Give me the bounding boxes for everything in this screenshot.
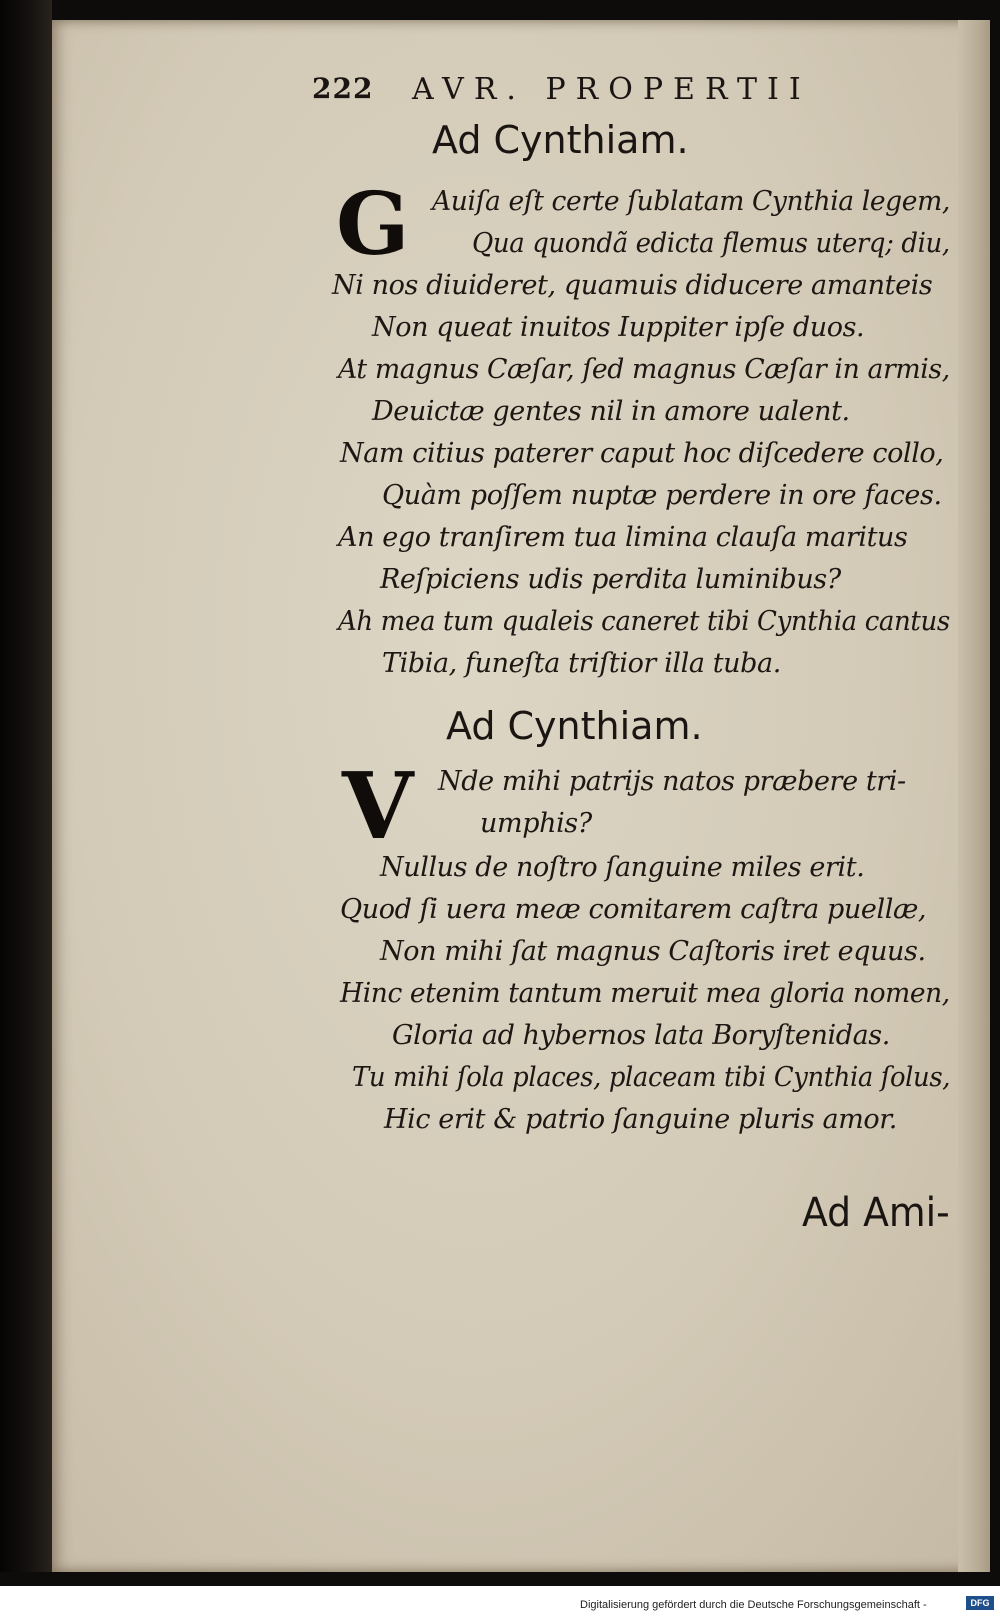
poem-1-line: Reſpiciens udis perdita luminibus? (380, 564, 841, 595)
poem-1-line: Qua quondã edicta flemus uterq; diu, (472, 228, 950, 259)
poem-2-drop-cap: V (342, 752, 414, 860)
poem-1-line: Nam citius paterer caput hoc diſcedere collo, (340, 438, 944, 469)
poem-2-line: Hic erit & patrio ſanguine pluris amor. (384, 1104, 897, 1135)
poem-2-line: umphis? (480, 808, 592, 839)
poem-2-line: Nullus de noſtro ſanguine miles erit. (380, 852, 865, 883)
poem-1-line: Quàm poſſem nuptæ perdere in ore faces. (382, 480, 942, 511)
poem-2-line: Quod ſi uera meæ comitarem caſtra puellæ, (340, 894, 927, 925)
poem-1-line: At magnus Cæſar, ſed magnus Cæſar in armis, (338, 354, 950, 385)
scan-border-bottom (0, 1572, 1000, 1586)
digitization-credit: Digitalisierung gefördert durch die Deutsche Forschungsgemeinschaft - (580, 1599, 927, 1611)
scan-border-top (0, 0, 1000, 20)
poem-1-line: Auiſa eſt certe ſublatam Cynthia legem, (432, 186, 950, 217)
poem-1-line: Ni nos diuideret, quamuis diducere amanteis (332, 270, 933, 301)
poem-2-line: Tu mihi ſola places, placeam tibi Cynthia ſolus, (352, 1062, 951, 1093)
page-fore-edge (958, 20, 990, 1572)
poem-1-line: Non queat inuitos Iuppiter ipſe duos. (372, 312, 865, 343)
poem-1-line: Deuictæ gentes nil in amore ualent. (372, 396, 850, 427)
poem-1-line: Ah mea tum qualeis caneret tibi Cynthia cantus (338, 606, 950, 637)
poem-1-line: An ego tranſirem tua limina clauſa maritus (338, 522, 908, 553)
dfg-logo: DFG (966, 1596, 994, 1610)
poem-2-line: Nde mihi patrijs natos præbere tri- (438, 766, 906, 797)
poem-2-heading: Ad Cynthiam. (446, 704, 703, 748)
page-number: 222 (312, 72, 374, 105)
poem-2-line: Gloria ad hybernos lata Boryſtenidas. (392, 1020, 890, 1051)
poem-2-line: Hinc etenim tantum meruit mea gloria nomen, (340, 978, 950, 1009)
catchword: Ad Ami- (802, 1190, 950, 1236)
poem-1-line: Tibia, funeſta triſtior illa tuba. (382, 648, 781, 679)
scan-border-left (0, 0, 52, 1585)
poem-2-line: Non mihi ſat magnus Caſtoris iret equus. (380, 936, 926, 967)
poem-1-heading: Ad Cynthiam. (432, 118, 689, 162)
page-header (312, 72, 872, 112)
poem-1-drop-cap: G (336, 174, 410, 275)
running-head: AVR. PROPERTII (412, 72, 811, 107)
scan-border-right (990, 0, 1000, 1585)
